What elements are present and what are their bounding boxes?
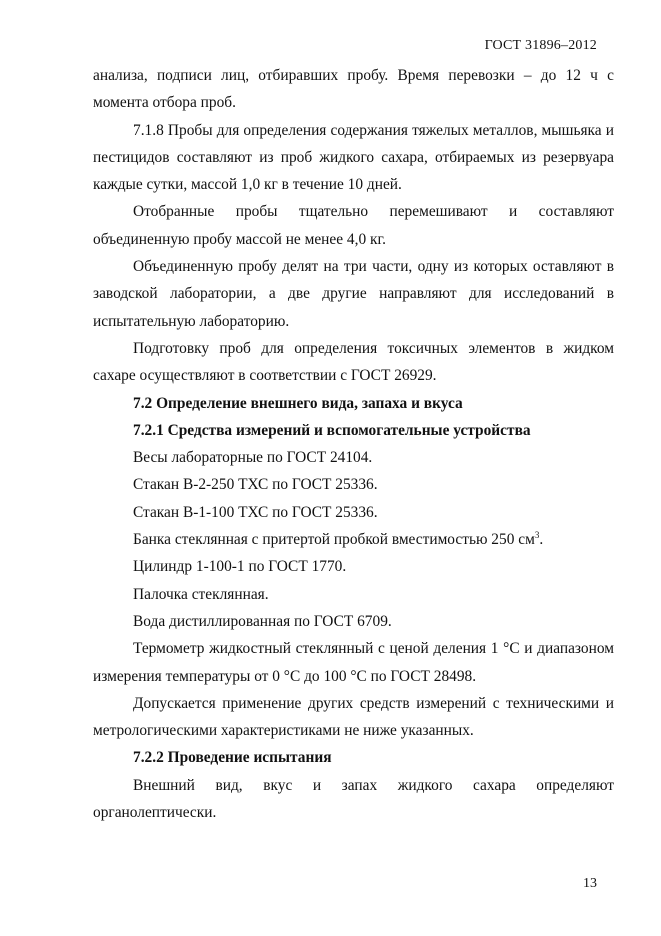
equipment-item: Весы лабораторные по ГОСТ 24104.	[133, 449, 373, 467]
document-body	[93, 62, 614, 826]
page-number: 13	[583, 876, 597, 891]
jar-text: Банка стеклянная с притертой пробкой вместимостью 250 см	[133, 531, 535, 549]
paragraph-allowed-instruments: Допускается применение других средств измерений с техническими и метрологическими характеристиками не ниже указанных.	[93, 694, 614, 740]
paragraph-toxic-elements: Подготовку проб для определения токсичных элементов в жидком сахаре осуществляют в соответствии с ГОСТ 26929.	[93, 339, 614, 385]
paragraph-three-parts: Объединенную пробу делят на три части, одну из которых оставляют в заводской лаборатории, а две другие направляют для исследований в испытательную лабораторию.	[93, 258, 614, 330]
paragraph-7-1-8: 7.1.8 Пробы для определения содержания тяжелых металлов, мышьяка и пестицидов составляют из проб жидкого сахара, отбираемых из резервуара каждые сутки, массой 1,0 кг в течение 10 дней.	[93, 121, 614, 194]
paragraph-thermometer: Термометр жидкостный стеклянный с ценой деления 1 °С и диапазоном измерения температуры от 0 °С до 100 °С по ГОСТ 28498.	[93, 640, 614, 685]
equipment-item: Стакан В-1-100 ТХС по ГОСТ 25336.	[133, 503, 378, 521]
paragraph-combined-sample: Отобранные пробы тщательно перемешивают и составляют объединенную пробу массой не менее 4,0 кг.	[93, 203, 614, 248]
equipment-item: Палочка стеклянная.	[133, 585, 269, 603]
jar-end: .	[539, 531, 544, 549]
paragraph-organoleptic: Внешний вид, вкус и запах жидкого сахара определяют органолептически.	[93, 776, 614, 822]
equipment-item-jar	[93, 526, 614, 553]
subsection-heading-7-2-1: 7.2.1 Средства измерений и вспомогательные устройства	[133, 421, 531, 439]
equipment-item: Вода дистиллированная по ГОСТ 6709.	[133, 612, 392, 630]
subsection-heading-7-2-2: 7.2.2 Проведение испытания	[133, 749, 332, 767]
equipment-item: Цилиндр 1-100-1 по ГОСТ 1770.	[133, 558, 347, 576]
document-header: ГОСТ 31896–2012	[484, 38, 597, 53]
jar-superscript: 3	[534, 530, 540, 541]
equipment-item: Стакан В-2-250 ТХС по ГОСТ 25336.	[133, 476, 378, 494]
section-heading-7-2: 7.2 Определение внешнего вида, запаха и вкуса	[133, 394, 463, 412]
paragraph-transport-time: анализа, подписи лиц, отбиравших пробу. Время перевозки – до 12 ч с момента отбора проб.	[93, 67, 614, 112]
